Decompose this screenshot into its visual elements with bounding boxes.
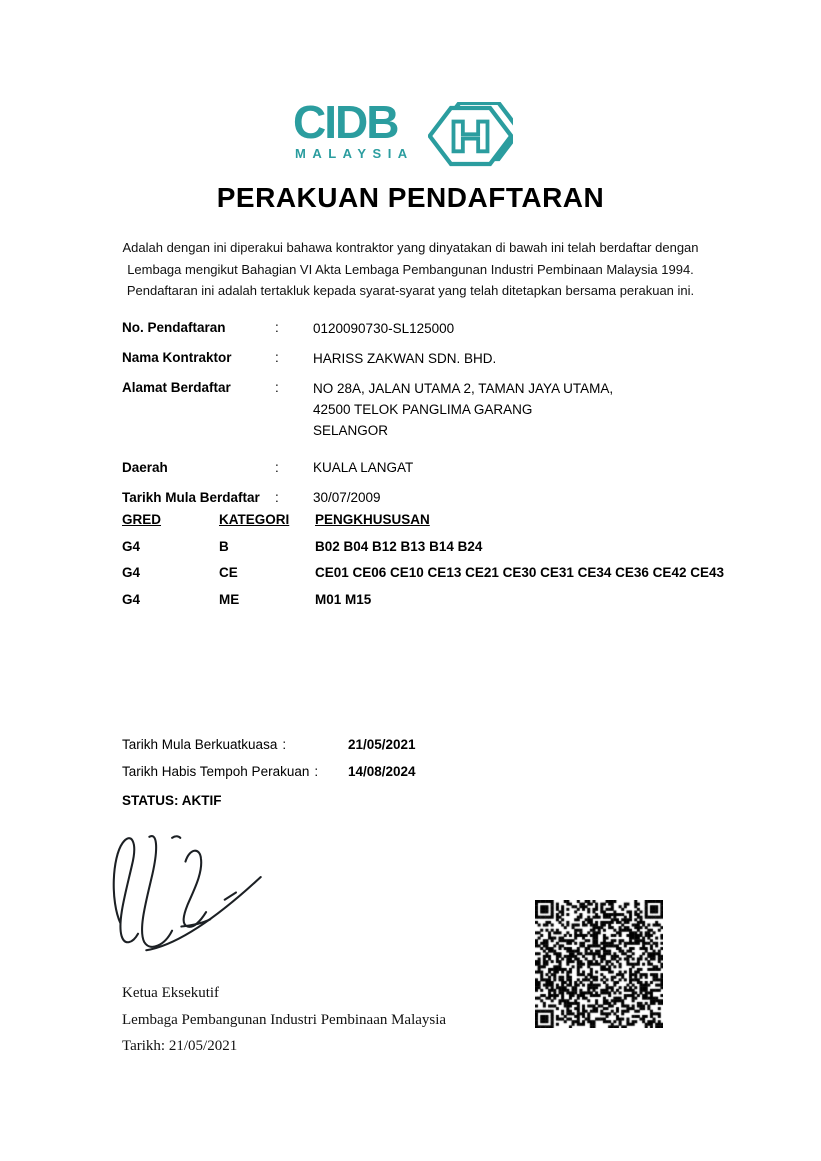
detail-row-no-pendaftaran [122, 321, 722, 339]
cell-pengkhususan: B02 B04 B12 B13 B14 B24 [315, 538, 483, 554]
cell-kategori: B [219, 538, 229, 554]
colon-separator: : [275, 350, 279, 365]
intro-line: Lembaga mengikut Bahagian VI Akta Lembaga Pembangunan Industri Pembinaan Malaysia 1994. [127, 261, 694, 277]
page-title: PERAKUAN PENDAFTARAN [216, 182, 605, 213]
table-header-row [122, 513, 742, 527]
detail-value: 0120090730-SL125000 [313, 320, 455, 336]
cell-kategori: ME [219, 591, 240, 607]
address-line-2: 42500 TELOK PANGLIMA GARANG [313, 401, 533, 417]
cidb-malaysia-text: MALAYSIA [295, 146, 414, 161]
cell-pengkhususan: CE01 CE06 CE10 CE13 CE21 CE30 CE31 CE34 CE36 CE42 CE43 [315, 565, 724, 580]
signatory-title: Ketua Eksekutif [122, 985, 220, 1001]
colon-separator: : [282, 737, 287, 752]
cell-pengkhususan: M01 M15 [315, 591, 372, 607]
address-line-3: SELANGOR [313, 422, 389, 438]
signatory-date: Tarikh: 21/05/2021 [122, 1038, 238, 1054]
header-gred: GRED [122, 512, 162, 527]
detail-label: Alamat Berdaftar [122, 380, 231, 395]
address-line-1: NO 28A, JALAN UTAMA 2, TAMAN JAYA UTAMA, [313, 380, 614, 396]
validity-row-start-date [122, 738, 722, 765]
signatory-block [122, 986, 446, 1066]
validity-label: Tarikh Mula Berkuatkuasa [122, 737, 278, 752]
cidb-logo [293, 96, 513, 175]
detail-row-tarikh-mula-berdaftar [122, 491, 722, 509]
table-row [122, 540, 742, 554]
grade-category-table [122, 513, 742, 619]
intro-line: Pendaftaran ini adalah tertakluk kepada syarat-syarat yang telah ditetapkan bersama perakuan ini. [126, 283, 695, 298]
validity-row-expiry-date [122, 765, 722, 792]
detail-row-daerah [122, 461, 722, 479]
colon-separator: : [275, 459, 279, 475]
cell-gred: G4 [122, 565, 141, 580]
colon-separator: : [275, 320, 279, 335]
detail-value-address [313, 378, 722, 441]
cidb-hexagon-logo-icon [428, 102, 513, 175]
colon-separator: : [275, 380, 279, 395]
status-badge: STATUS: AKTIF [122, 793, 222, 808]
detail-value: KUALA LANGAT [313, 460, 414, 475]
detail-value: HARISS ZAKWAN SDN. BHD. [313, 350, 497, 366]
cidb-wordmark [293, 96, 414, 161]
detail-label: Tarikh Mula Berdaftar [122, 489, 260, 505]
header-kategori: KATEGORI [219, 512, 290, 527]
validity-value: 14/08/2024 [348, 764, 416, 779]
detail-label: No. Pendaftaran [122, 320, 226, 335]
cell-kategori: CE [219, 565, 238, 580]
signatory-organization: Lembaga Pembangunan Industri Pembinaan Malaysia [122, 1011, 447, 1028]
detail-value: 30/07/2009 [313, 490, 381, 505]
colon-separator: : [314, 764, 319, 779]
header-pengkhususan: PENGKHUSUSAN [315, 512, 430, 527]
qr-code [535, 900, 663, 1028]
cell-gred: G4 [122, 538, 141, 554]
registration-details [122, 321, 722, 521]
validity-section [122, 738, 722, 808]
cidb-brand-text: CIDB [293, 96, 398, 148]
intro-line: Adalah dengan ini diperakui bahawa kontraktor yang dinyatakan di bawah ini telah berdaftar dengan [122, 240, 699, 255]
detail-row-nama-kontraktor [122, 351, 722, 369]
validity-value: 21/05/2021 [348, 737, 416, 752]
intro-paragraph [0, 237, 821, 302]
signature-image [104, 830, 269, 960]
validity-label: Tarikh Habis Tempoh Perakuan [122, 764, 310, 779]
detail-label: Nama Kontraktor [122, 350, 232, 365]
detail-label: Daerah [122, 459, 168, 475]
cell-gred: G4 [122, 591, 141, 607]
detail-row-alamat-berdaftar [122, 381, 722, 441]
colon-separator: : [275, 489, 279, 505]
table-row [122, 566, 742, 580]
table-row [122, 593, 742, 607]
